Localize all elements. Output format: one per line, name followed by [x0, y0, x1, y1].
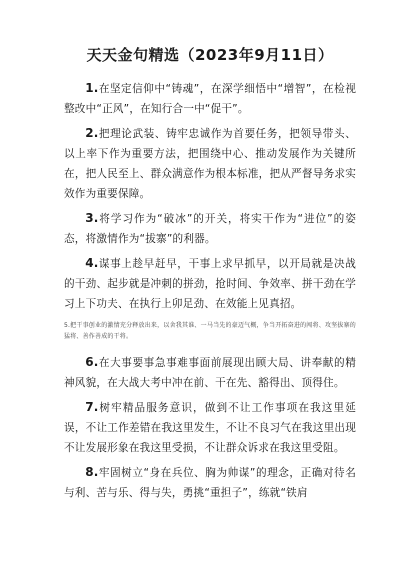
- paragraph-number: 8.: [85, 465, 99, 479]
- paragraph-text: 在坚定信仰中“铸魂”，在深学细悟中“增智”，在检视整改中“正风”，在知行合一中“促干”。: [64, 83, 356, 115]
- paragraph-7: [64, 397, 356, 458]
- paragraph-text: 将学习作为“破冰”的开关，将实干作为“进位”的姿态，将激情作为“拔寨”的利器。: [64, 213, 356, 245]
- paragraph-number: 3.: [85, 211, 99, 225]
- paragraph-2: [64, 123, 356, 204]
- paragraph-text: 谋事上趁早赶早，干事上求早抓早，以开局就是决战的干劲、起步就是冲刺的拼劲，抢时间、争效率、拼干劲在学习上下功夫、在执行上卯足劲、在效能上见真招。: [64, 258, 356, 310]
- paragraph-text: 牢固树立“身在兵位、胸为帅谋”的理念，正确对待名与利、苦与乐、得与失，勇挑“重担子”，练就“铁肩: [64, 467, 356, 499]
- paragraph-3: [64, 208, 356, 249]
- paragraph-text: 把干事创业的激情充分释放出来，以舍我其谁、一马当先的豪迈气概，争当开拓奋进的闯将、攻坚拔寨的猛将、善作善成的干将。: [64, 322, 356, 340]
- paragraph-number: 6.: [85, 355, 99, 369]
- document-title: 天天金句精选（2023年9月11日）: [86, 46, 334, 64]
- paragraph-number: 1.: [85, 81, 99, 95]
- paragraph-text: 把理论武装、铸牢忠诚作为首要任务，把领导带头、以上率下作为重要方法，把围绕中心、推动发展作为关键所在，把人民至上、群众满意作为根本标准，把从严督导务求实效作为重要保障。: [64, 128, 356, 200]
- paragraph-5: [64, 320, 356, 342]
- paragraph-number: 5.: [64, 322, 71, 329]
- paragraph-text: 在大事要事急事难事面前展现出顾大局、讲奉献的精神风貌，在大战大考中冲在前、干在先、豁得出、顶得住。: [64, 357, 356, 389]
- paragraph-number: 2.: [85, 126, 99, 140]
- paragraph-8: [64, 462, 356, 503]
- paragraph-4: [64, 253, 356, 314]
- paragraph-6: [64, 352, 356, 393]
- paragraph-text: 树牢精品服务意识，做到不让工作事项在我这里延误，不让工作差错在我这里发生，不让不良习气在我这里出现不让发展形象在我这里受损，不让群众诉求在我这里受阻。: [64, 402, 356, 454]
- paragraph-1: [64, 78, 356, 119]
- paragraph-number: 4.: [85, 256, 99, 270]
- paragraph-number: 7.: [85, 400, 99, 414]
- paragraph-list: [64, 78, 356, 503]
